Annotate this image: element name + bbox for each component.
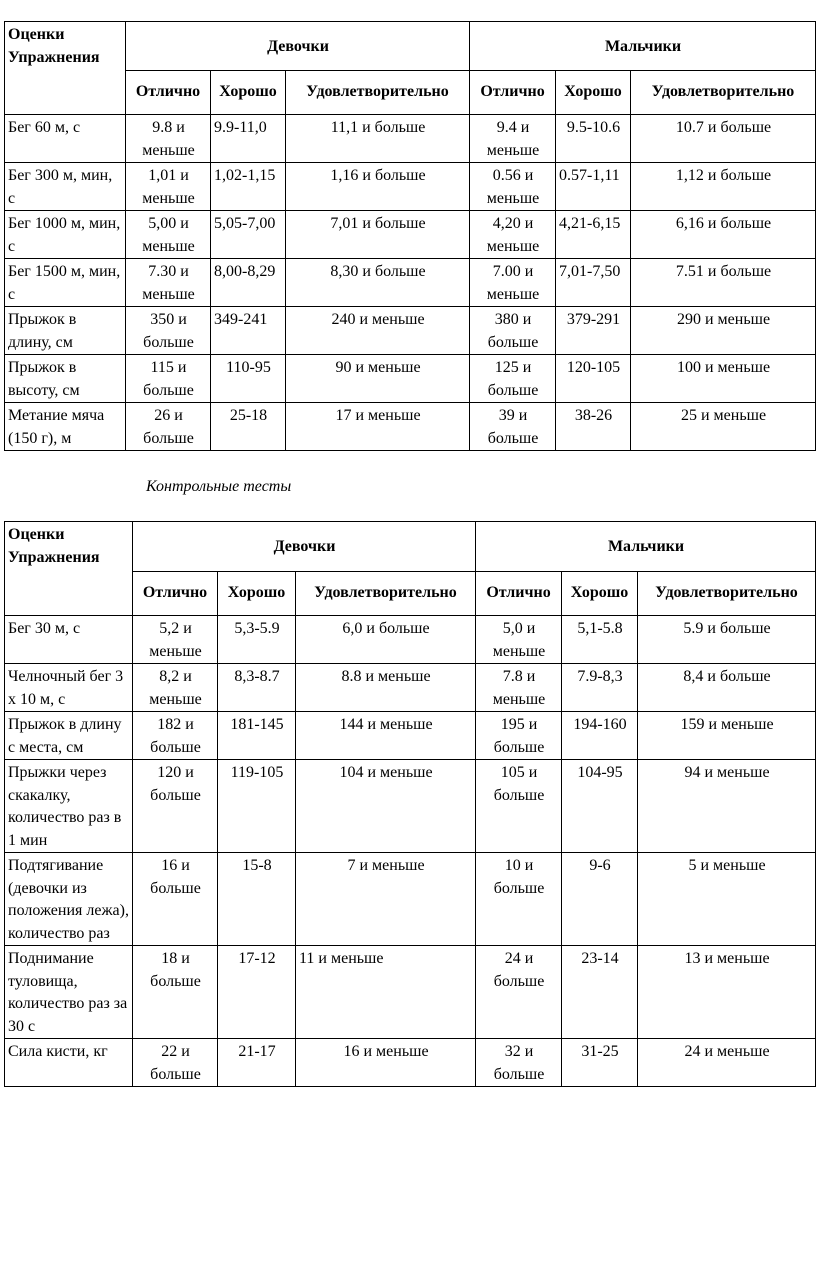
excellent-girls-cell: 5,00 и меньше xyxy=(126,211,211,259)
good-girls-cell: 5,3-5.9 xyxy=(218,616,296,664)
excellent-girls-cell: 8,2 и меньше xyxy=(133,664,218,712)
exercise-cell: Челночный бег 3 х 10 м, с xyxy=(5,664,133,712)
satisfactory-boys-cell: 5.9 и больше xyxy=(638,616,816,664)
header-excellent-boys: Отлично xyxy=(476,572,562,616)
excellent-boys-cell: 32 и больше xyxy=(476,1039,562,1087)
header-good-boys: Хорошо xyxy=(556,71,631,115)
table-row xyxy=(5,355,816,403)
exercise-cell: Бег 1000 м, мин, с xyxy=(5,211,126,259)
satisfactory-boys-cell: 290 и меньше xyxy=(631,307,816,355)
excellent-girls-cell: 18 и больше xyxy=(133,946,218,1039)
good-boys-cell: 23-14 xyxy=(562,946,638,1039)
norms-table-2 xyxy=(4,521,816,1087)
header-corner-line1: Оценки xyxy=(8,26,65,43)
excellent-girls-cell: 9.8 и меньше xyxy=(126,115,211,163)
header-corner-line2: Упражнения xyxy=(8,548,100,566)
table-row xyxy=(5,664,816,712)
table-row xyxy=(5,760,816,853)
exercise-cell: Поднимание туловища, количество раз за 30 с xyxy=(5,946,133,1039)
excellent-boys-cell: 7.00 и меньше xyxy=(470,259,556,307)
table-row xyxy=(5,259,816,307)
good-boys-cell: 4,21-6,15 xyxy=(556,211,631,259)
header-corner xyxy=(5,22,126,115)
table-row xyxy=(5,307,816,355)
good-boys-cell: 5,1-5.8 xyxy=(562,616,638,664)
table-row xyxy=(5,1039,816,1087)
exercise-cell: Прыжок в длину, см xyxy=(5,307,126,355)
good-girls-cell: 1,02-1,15 xyxy=(211,163,286,211)
good-boys-cell: 7.9-8,3 xyxy=(562,664,638,712)
exercise-cell: Бег 30 м, с xyxy=(5,616,133,664)
satisfactory-girls-cell: 6,0 и больше xyxy=(296,616,476,664)
good-boys-cell: 9-6 xyxy=(562,853,638,946)
good-girls-cell: 8,3-8.7 xyxy=(218,664,296,712)
satisfactory-boys-cell: 7.51 и больше xyxy=(631,259,816,307)
exercise-cell: Прыжок в длину с места, см xyxy=(5,712,133,760)
excellent-girls-cell: 7.30 и меньше xyxy=(126,259,211,307)
header-excellent-boys: Отлично xyxy=(470,71,556,115)
good-boys-cell: 9.5-10.6 xyxy=(556,115,631,163)
excellent-boys-cell: 4,20 и меньше xyxy=(470,211,556,259)
good-girls-cell: 349-241 xyxy=(211,307,286,355)
satisfactory-girls-cell: 11,1 и больше xyxy=(286,115,470,163)
good-girls-cell: 17-12 xyxy=(218,946,296,1039)
good-boys-cell: 38-26 xyxy=(556,403,631,451)
good-girls-cell: 15-8 xyxy=(218,853,296,946)
table-row xyxy=(5,163,816,211)
good-girls-cell: 119-105 xyxy=(218,760,296,853)
excellent-boys-cell: 7.8 и меньше xyxy=(476,664,562,712)
excellent-boys-cell: 24 и больше xyxy=(476,946,562,1039)
satisfactory-girls-cell: 90 и меньше xyxy=(286,355,470,403)
excellent-girls-cell: 120 и больше xyxy=(133,760,218,853)
satisfactory-boys-cell: 6,16 и больше xyxy=(631,211,816,259)
header-excellent-girls: Отлично xyxy=(133,572,218,616)
satisfactory-boys-cell: 13 и меньше xyxy=(638,946,816,1039)
exercise-cell: Бег 1500 м, мин, с xyxy=(5,259,126,307)
satisfactory-girls-cell: 240 и меньше xyxy=(286,307,470,355)
excellent-girls-cell: 182 и больше xyxy=(133,712,218,760)
excellent-boys-cell: 105 и больше xyxy=(476,760,562,853)
excellent-girls-cell: 115 и больше xyxy=(126,355,211,403)
header-good-boys: Хорошо xyxy=(562,572,638,616)
norms-table-1 xyxy=(4,21,816,451)
good-girls-cell: 25-18 xyxy=(211,403,286,451)
header-corner-line2: Упражнения xyxy=(8,48,100,66)
excellent-boys-cell: 195 и больше xyxy=(476,712,562,760)
satisfactory-girls-cell: 8.8 и меньше xyxy=(296,664,476,712)
header-boys: Мальчики xyxy=(470,22,816,71)
good-boys-cell: 104-95 xyxy=(562,760,638,853)
satisfactory-girls-cell: 1,16 и больше xyxy=(286,163,470,211)
excellent-boys-cell: 125 и больше xyxy=(470,355,556,403)
satisfactory-girls-cell: 104 и меньше xyxy=(296,760,476,853)
satisfactory-girls-cell: 17 и меньше xyxy=(286,403,470,451)
header-corner-line1: Оценки xyxy=(8,526,65,543)
good-girls-cell: 8,00-8,29 xyxy=(211,259,286,307)
exercise-cell: Прыжок в высоту, см xyxy=(5,355,126,403)
satisfactory-boys-cell: 1,12 и больше xyxy=(631,163,816,211)
excellent-girls-cell: 16 и больше xyxy=(133,853,218,946)
satisfactory-boys-cell: 8,4 и больше xyxy=(638,664,816,712)
table-row xyxy=(5,712,816,760)
table-row xyxy=(5,115,816,163)
good-boys-cell: 379-291 xyxy=(556,307,631,355)
excellent-boys-cell: 0.56 и меньше xyxy=(470,163,556,211)
good-boys-cell: 7,01-7,50 xyxy=(556,259,631,307)
excellent-girls-cell: 26 и больше xyxy=(126,403,211,451)
satisfactory-boys-cell: 100 и меньше xyxy=(631,355,816,403)
excellent-girls-cell: 5,2 и меньше xyxy=(133,616,218,664)
satisfactory-boys-cell: 25 и меньше xyxy=(631,403,816,451)
header-girls: Девочки xyxy=(133,522,476,572)
header-satisfactory-boys: Удовлетворительно xyxy=(638,572,816,616)
table-row xyxy=(5,946,816,1039)
good-girls-cell: 110-95 xyxy=(211,355,286,403)
good-boys-cell: 31-25 xyxy=(562,1039,638,1087)
good-girls-cell: 21-17 xyxy=(218,1039,296,1087)
table-row xyxy=(5,211,816,259)
satisfactory-girls-cell: 16 и меньше xyxy=(296,1039,476,1087)
satisfactory-boys-cell: 94 и меньше xyxy=(638,760,816,853)
satisfactory-girls-cell: 11 и меньше xyxy=(296,946,476,1039)
satisfactory-girls-cell: 8,30 и больше xyxy=(286,259,470,307)
good-girls-cell: 181-145 xyxy=(218,712,296,760)
excellent-boys-cell: 380 и больше xyxy=(470,307,556,355)
exercise-cell: Бег 300 м, мин, с xyxy=(5,163,126,211)
header-boys: Мальчики xyxy=(476,522,816,572)
table-row xyxy=(5,853,816,946)
table-row xyxy=(5,403,816,451)
satisfactory-girls-cell: 144 и меньше xyxy=(296,712,476,760)
table-row xyxy=(5,616,816,664)
good-girls-cell: 5,05-7,00 xyxy=(211,211,286,259)
excellent-girls-cell: 22 и больше xyxy=(133,1039,218,1087)
satisfactory-boys-cell: 24 и меньше xyxy=(638,1039,816,1087)
exercise-cell: Сила кисти, кг xyxy=(5,1039,133,1087)
header-excellent-girls: Отлично xyxy=(126,71,211,115)
good-girls-cell: 9.9-11,0 xyxy=(211,115,286,163)
satisfactory-boys-cell: 5 и меньше xyxy=(638,853,816,946)
exercise-cell: Прыжки через скакалку, количество раз в 1 мин xyxy=(5,760,133,853)
satisfactory-girls-cell: 7,01 и больше xyxy=(286,211,470,259)
caption-control-tests: Контрольные тесты xyxy=(146,478,292,495)
header-good-girls: Хорошо xyxy=(218,572,296,616)
excellent-boys-cell: 5,0 и меньше xyxy=(476,616,562,664)
header-good-girls: Хорошо xyxy=(211,71,286,115)
exercise-cell: Метание мяча (150 г), м xyxy=(5,403,126,451)
header-satisfactory-girls: Удовлетворительно xyxy=(296,572,476,616)
exercise-cell: Бег 60 м, с xyxy=(5,115,126,163)
satisfactory-boys-cell: 159 и меньше xyxy=(638,712,816,760)
excellent-boys-cell: 10 и больше xyxy=(476,853,562,946)
header-satisfactory-boys: Удовлетворительно xyxy=(631,71,816,115)
header-girls: Девочки xyxy=(126,22,470,71)
excellent-boys-cell: 9.4 и меньше xyxy=(470,115,556,163)
excellent-girls-cell: 350 и больше xyxy=(126,307,211,355)
exercise-cell: Подтягивание (девочки из положения лежа), количество раз xyxy=(5,853,133,946)
excellent-boys-cell: 39 и больше xyxy=(470,403,556,451)
header-satisfactory-girls: Удовлетворительно xyxy=(286,71,470,115)
satisfactory-girls-cell: 7 и меньше xyxy=(296,853,476,946)
excellent-girls-cell: 1,01 и меньше xyxy=(126,163,211,211)
good-boys-cell: 0.57-1,11 xyxy=(556,163,631,211)
satisfactory-boys-cell: 10.7 и больше xyxy=(631,115,816,163)
good-boys-cell: 194-160 xyxy=(562,712,638,760)
header-corner xyxy=(5,522,133,616)
good-boys-cell: 120-105 xyxy=(556,355,631,403)
